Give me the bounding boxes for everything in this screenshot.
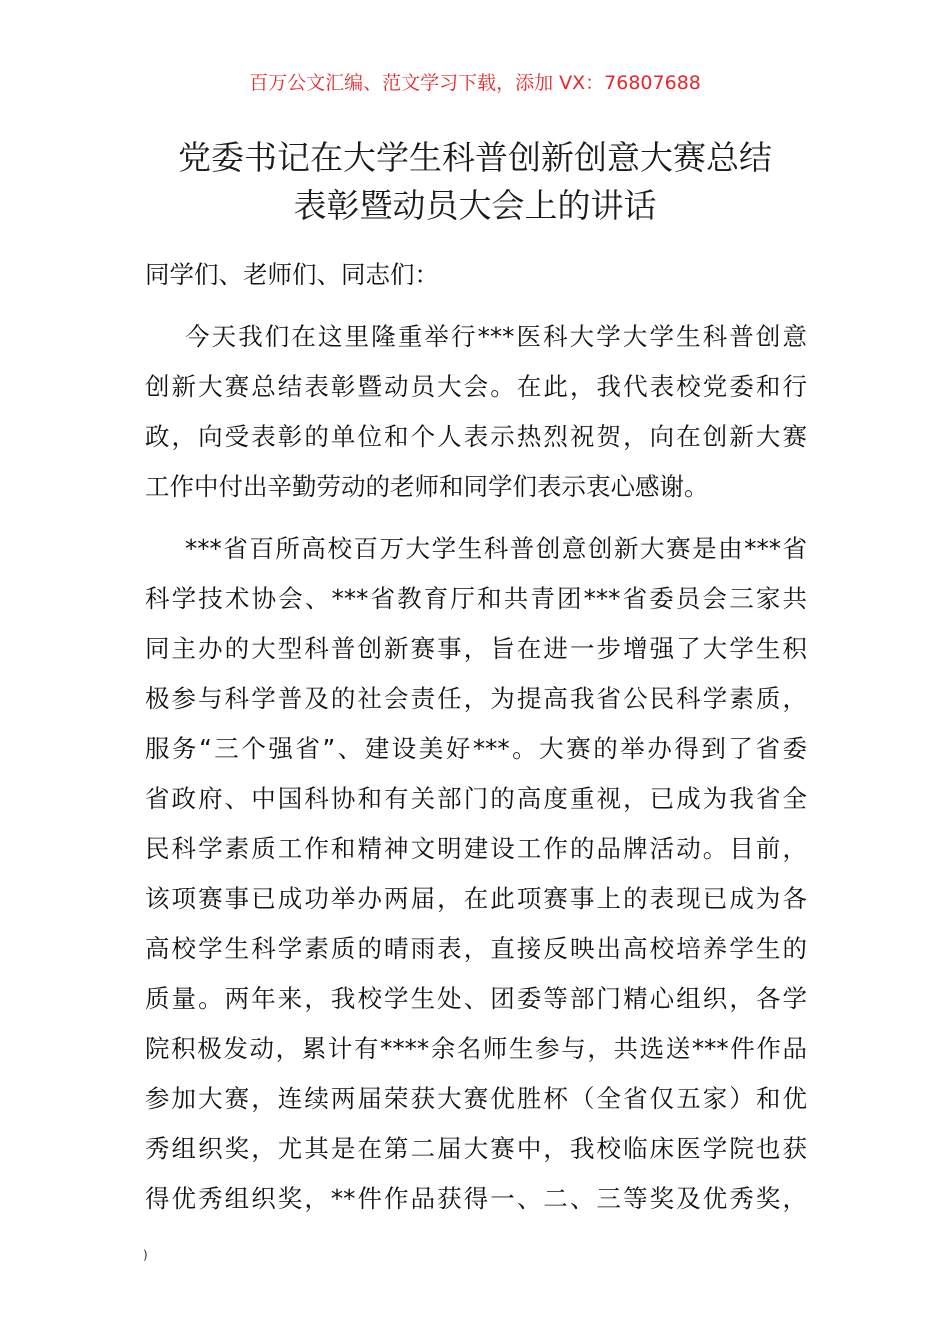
salutation: 同学们、老师们、同志们： — [145, 260, 439, 289]
watermark-banner: 百万公文汇编、范文学习下载，添加 VX：76807688 — [249, 72, 701, 94]
document-title-line-1: 党委书记在大学生科普创新创意大赛总结 — [178, 138, 772, 177]
paragraph-line: 今天我们在这里隆重举行***医科大学大学生科普创意 — [185, 322, 807, 351]
paragraph-line: 得优秀组织奖，**件作品获得一、二、三等奖及优秀奖， — [145, 1184, 807, 1213]
paragraph-line: 极参与科学普及的社会责任，为提高我省公民科学素质， — [145, 684, 807, 713]
paragraph-line: 民科学素质工作和精神文明建设工作的品牌活动。目前， — [145, 834, 807, 863]
paragraph-line: 质量。两年来，我校学生处、团委等部门精心组织，各学 — [145, 984, 807, 1013]
paragraph-line: 同主办的大型科普创新赛事，旨在进一步增强了大学生积 — [145, 634, 807, 663]
paragraph-line: 高校学生科学素质的晴雨表，直接反映出高校培养学生的 — [145, 934, 807, 963]
paragraph-line: 科学技术协会、***省教育厅和共青团***省委员会三家共 — [145, 584, 807, 613]
document-title-line-2: 表彰暨动员大会上的讲话 — [293, 186, 657, 225]
paragraph-line: 省政府、中国科协和有关部门的高度重视，已成为我省全 — [145, 784, 807, 813]
paragraph-line: 院积极发动，累计有****余名师生参与，共选送***件作品 — [145, 1034, 807, 1063]
paragraph-line: 秀组织奖，尤其是在第二届大赛中，我校临床医学院也获 — [145, 1134, 807, 1163]
paragraph-line: 服务“三个强省”、建设美好***。大赛的举办得到了省委 — [145, 734, 807, 763]
paragraph-line: ***省百所高校百万大学生科普创意创新大赛是由***省 — [185, 534, 807, 563]
paragraph-line: 参加大赛，连续两届荣获大赛优胜杯（全省仅五家）和优 — [145, 1084, 807, 1113]
paragraph-line: 工作中付出辛勤劳动的老师和同学们表示衷心感谢。 — [145, 472, 709, 501]
page-mark: ) — [143, 1248, 148, 1262]
paragraph-line: 创新大赛总结表彰暨动员大会。在此，我代表校党委和行 — [145, 372, 807, 401]
paragraph-line: 该项赛事已成功举办两届，在此项赛事上的表现已成为各 — [145, 884, 807, 913]
paragraph-line: 政，向受表彰的单位和个人表示热烈祝贺，向在创新大赛 — [145, 422, 807, 451]
